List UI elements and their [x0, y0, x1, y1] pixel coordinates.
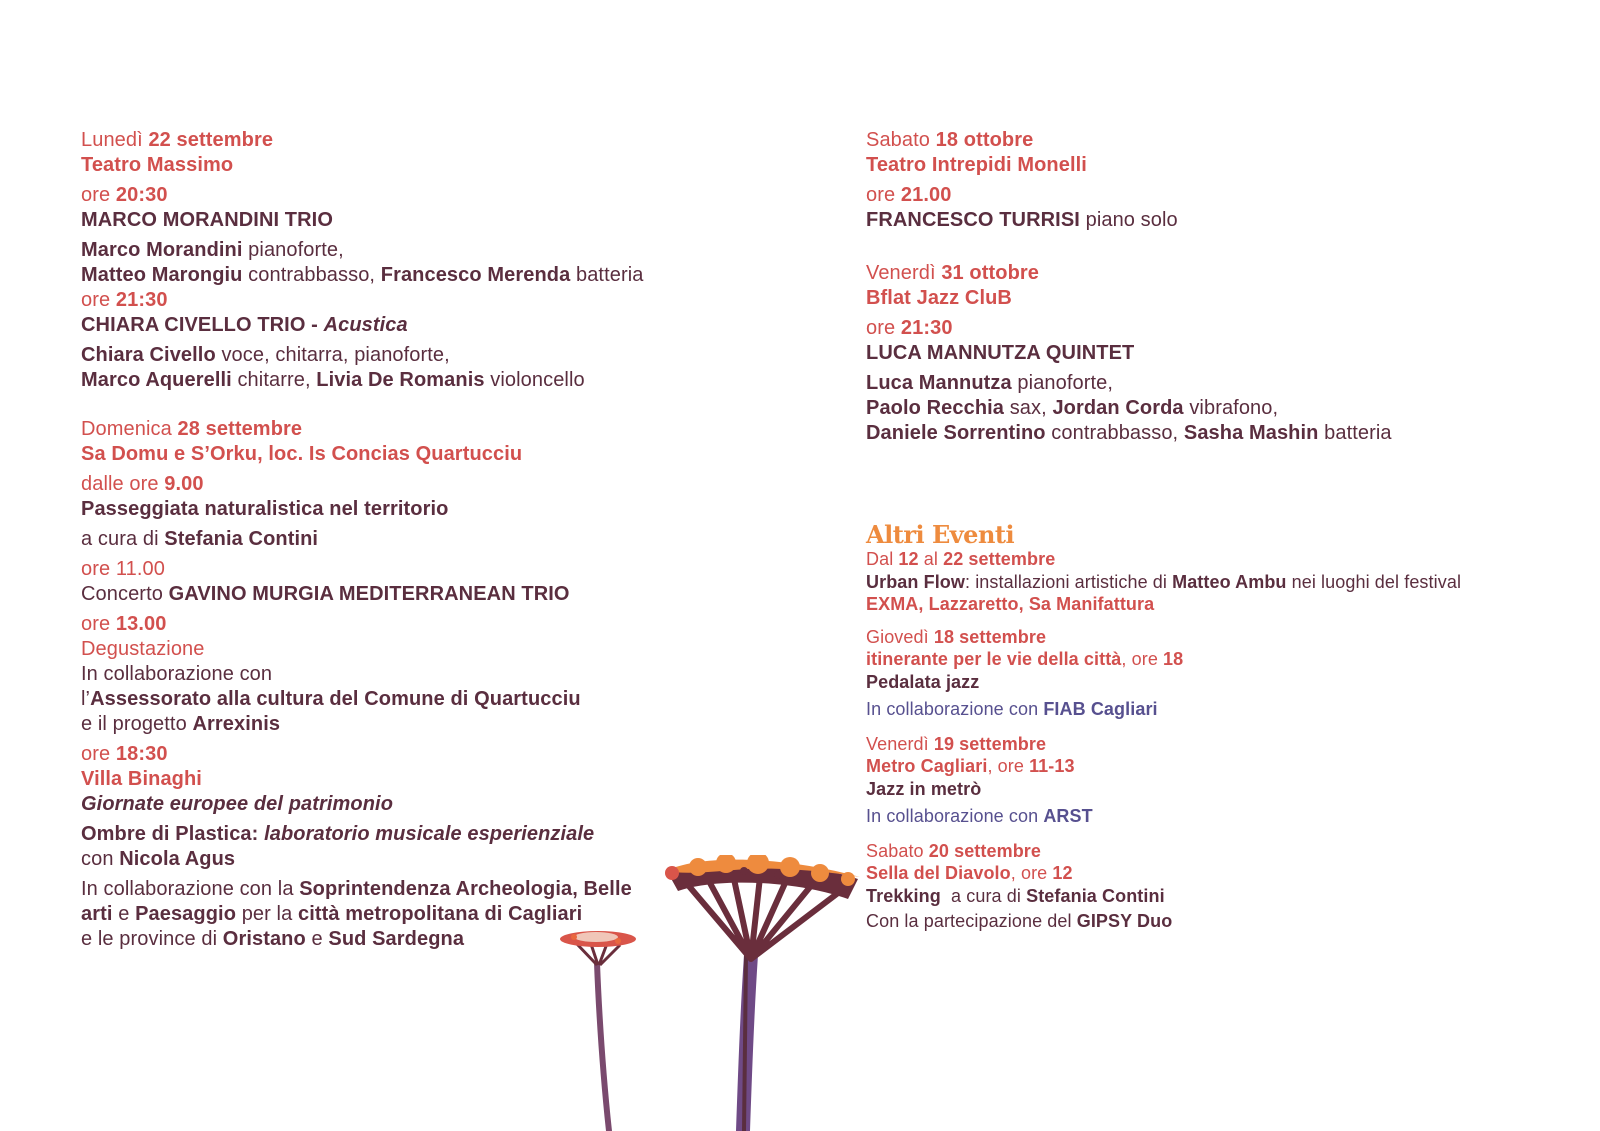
time-line: ore 21.00 [866, 184, 952, 206]
section-title: Altri Eventi [866, 520, 1015, 549]
collab-line: In collaborazione con [81, 663, 273, 685]
curator-line: a cura di Stefania Contini [81, 528, 319, 550]
event-day-31-october [866, 261, 1586, 446]
time-line: ore 18:30 [81, 743, 168, 765]
venue: Sa Domu e S’Orku, loc. Is Concias Quartucciu [81, 443, 523, 465]
date-line: Giovedì 18 settembre [866, 626, 1047, 647]
date-line: Venerdì 31 ottobre [866, 262, 1040, 284]
date-line: Dal 12 al 22 settembre [866, 549, 1056, 569]
altri-eventi-section [866, 522, 1586, 933]
event-title: Passeggiata naturalistica nel territorio [81, 498, 449, 520]
small-flower-icon [560, 931, 636, 1131]
event-title: Degustazione [81, 638, 205, 660]
flower-illustration-icon [548, 855, 878, 1131]
event-title: Jazz in metrò [866, 778, 982, 799]
date-line: Domenica 28 settembre [81, 418, 303, 440]
left-column [81, 128, 781, 952]
participation-line: Con la partecipazione del GIPSY Duo [866, 911, 1173, 931]
venue: EXMA, Lazzaretto, Sa Manifattura [866, 594, 1155, 614]
date-line: Sabato 20 settembre [866, 840, 1042, 861]
time-line: ore 21:30 [81, 289, 168, 311]
event-title: MARCO MORANDINI TRIO [81, 209, 333, 231]
collab-line: In collaborazione con ARST [866, 806, 1093, 826]
date-line: Venerdì 19 settembre [866, 733, 1047, 754]
event-title: FRANCESCO TURRISI piano solo [866, 209, 1178, 231]
time-line: ore 21:30 [866, 317, 953, 339]
lineup-line: Marco Aquerelli chitarre, Livia De Romanis violoncello [81, 369, 585, 391]
event-subtitle: Giornate europee del patrimonio [81, 793, 394, 815]
venue-time-line: Metro Cagliari, ore 11-13 [866, 756, 1075, 776]
lineup-line: Luca Mannutza pianoforte, [866, 372, 1114, 394]
collab-line: In collaborazione con FIAB Cagliari [866, 699, 1158, 719]
date-line: Lunedì 22 settembre [81, 129, 274, 151]
event-day-22-september [81, 128, 781, 393]
event-title: Ombre di Plastica: laboratorio musicale esperienziale [81, 823, 595, 845]
right-column [866, 128, 1586, 933]
project-line: e il progetto Arrexinis [81, 713, 281, 735]
other-event-jazz-in-metro [866, 733, 1586, 828]
with-line: con Nicola Agus [81, 848, 236, 870]
venue-time-line: itinerante per le vie della città, ore 18 [866, 649, 1184, 669]
collab-line: e le province di Oristano e Sud Sardegna [81, 928, 465, 950]
date-line: Sabato 18 ottobre [866, 129, 1034, 151]
event-title: Pedalata jazz [866, 671, 980, 692]
lineup-line: Paolo Recchia sax, Jordan Corda vibrafono, [866, 397, 1279, 419]
lineup-line: Matteo Marongiu contrabbasso, Francesco Merenda batteria [81, 264, 644, 286]
event-title: Trekking a cura di Stefania Contini [866, 885, 1165, 906]
collab-line: arti e Paesaggio per la città metropolitana di Cagliari [81, 903, 583, 925]
venue: Bflat Jazz CluB [866, 287, 1012, 309]
collab-line: In collaborazione con la Soprintendenza Archeologia, Belle [81, 878, 632, 900]
event-description: Urban Flow: installazioni artistiche di Matteo Ambu nei luoghi del festival [866, 571, 1462, 592]
lineup-line: Marco Morandini pianoforte, [81, 239, 344, 261]
venue: Teatro Massimo [81, 154, 234, 176]
other-event-trekking [866, 840, 1586, 933]
lineup-line: Chiara Civello voce, chitarra, pianoforte, [81, 344, 450, 366]
venue: Villa Binaghi [81, 768, 202, 790]
other-event-urban-flow [866, 548, 1586, 616]
venue: Teatro Intrepidi Monelli [866, 154, 1087, 176]
time-line: ore 20:30 [81, 184, 168, 206]
time-line: dalle ore 9.00 [81, 473, 204, 495]
venue-time-line: Sella del Diavolo, ore 12 [866, 863, 1073, 883]
large-flower-icon [665, 855, 860, 1131]
event-day-18-october [866, 128, 1586, 233]
collab-line: l’Assessorato alla cultura del Comune di Quartucciu [81, 688, 581, 710]
event-title: LUCA MANNUTZA QUINTET [866, 342, 1135, 364]
time-line: ore 11.00 [81, 558, 165, 580]
lineup-line: Daniele Sorrentino contrabbasso, Sasha Mashin batteria [866, 422, 1392, 444]
time-line: ore 13.00 [81, 613, 167, 635]
event-title: Concerto GAVINO MURGIA MEDITERRANEAN TRIO [81, 583, 570, 605]
other-event-pedalata-jazz [866, 626, 1586, 721]
event-title: CHIARA CIVELLO TRIO - Acustica [81, 314, 408, 336]
